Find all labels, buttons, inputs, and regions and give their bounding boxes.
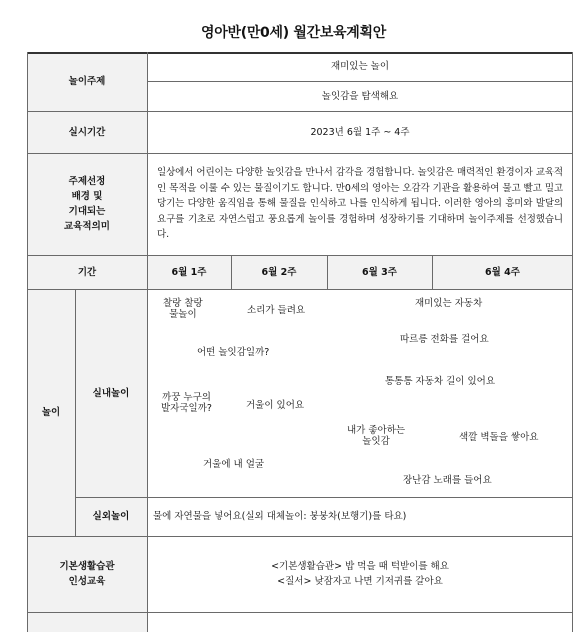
habit-item: <질서> 낮잠자고 나면 기저귀를 갈아요 (277, 576, 443, 587)
weeks-label: 기간 (77, 266, 97, 278)
week-3: 6월 3주 (362, 266, 397, 278)
indoor-activity: 찰랑 찰랑 물놀이 (163, 298, 203, 320)
indoor-activity: 통통통 자동차 길이 있어요 (385, 376, 496, 387)
habit-item: <기본생활습관> 밥 먹을 때 턱받이를 해요 (271, 561, 449, 572)
page-title: 영아반(만0세) 월간보육계획안 (201, 25, 386, 41)
indoor-activity: 재미있는 자동차 (415, 298, 483, 309)
indoor-label: 실내놀이 (92, 387, 130, 399)
indoor-activity: 까꿍 누구의 발자국일까? (161, 392, 212, 414)
period-label: 실시기간 (68, 126, 106, 138)
period-value: 2023년 6월 1주 ~ 4주 (310, 126, 410, 138)
week-2: 6월 2주 (261, 266, 297, 278)
outdoor-activity: 물에 자연물을 넣어요(실외 대체놀이: 붕붕차(보행기)를 타요) (153, 511, 407, 522)
plan-table (27, 52, 573, 632)
indoor-activity: 소리가 들려요 (247, 305, 306, 316)
row-divider (27, 612, 573, 613)
play-label: 놀이 (41, 407, 61, 418)
indoor-activity: 거울에 내 얼굴 (203, 459, 265, 470)
theme-main: 재미있는 놀이 (330, 61, 390, 72)
indoor-activity: 장난감 노래를 들어요 (403, 475, 492, 486)
habits-label: 기본생활습관 인성교육 (59, 561, 115, 587)
rationale-text: 일상에서 어린이는 다양한 놀잇감을 만나서 감각을 경험합니다. 놀잇감은 매력적인 환경이자 교육적인 목적을 이룰 수 있는 물질이기도 합니다. 만0세의 영아는 오감각 기관을 활용하여 물고 빨고 밀고 당기는 다양한 움직임을 통해 물질을 인식하고 나를 인식하게 됩니다. 이러한 영아의 흥미와 발달의 요구를 기초로 자연스럽고 풍요롭게 놀이를 경험하며 성장하기를 기대하며 놀이주제를 선정했습니다. (157, 167, 563, 240)
week-4: 6월 4주 (485, 266, 520, 278)
week-1: 6월 1주 (171, 266, 207, 278)
indoor-activity: 어떤 놀잇감일까? (197, 347, 270, 358)
theme-sub: 놀잇감을 탐색해요 (321, 90, 399, 102)
indoor-activity: 따르릉 전화를 걸어요 (400, 334, 489, 345)
indoor-activity: 거울이 있어요 (246, 400, 305, 411)
outdoor-label: 실외놀이 (92, 511, 130, 522)
habits-content (147, 536, 573, 612)
rationale-label: 주제선정 배경 및 기대되는 교육적의미 (64, 176, 110, 232)
indoor-activity: 색깔 벽돌을 쌓아요 (459, 432, 539, 443)
indoor-activity: 내가 좋아하는 놀잇감 (347, 425, 406, 447)
theme-label: 놀이주제 (68, 76, 106, 87)
